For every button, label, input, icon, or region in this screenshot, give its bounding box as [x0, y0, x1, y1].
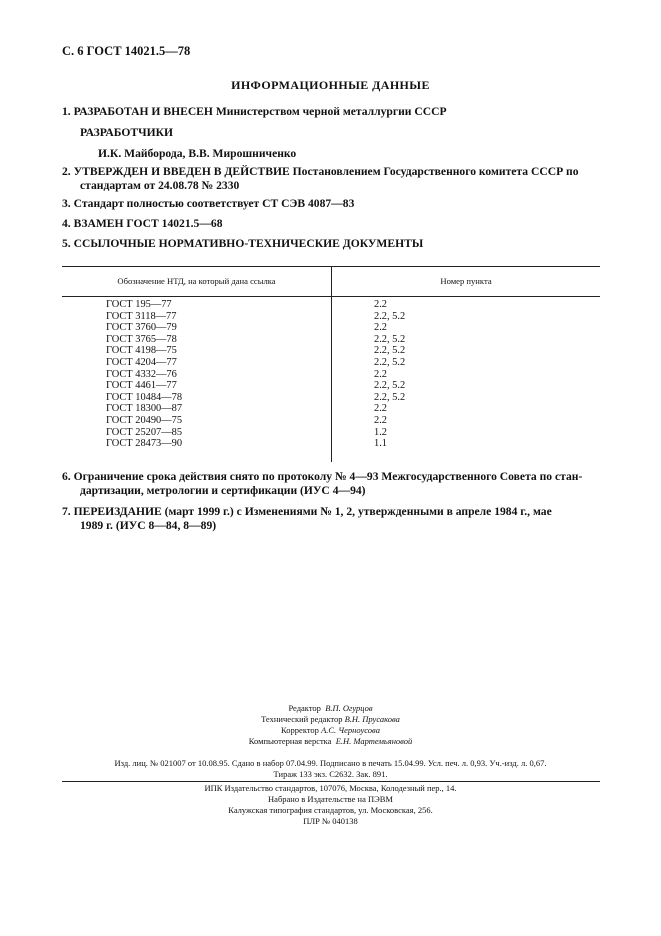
- table-cell-designation: ГОСТ 3118—77: [106, 310, 177, 322]
- item-7-line1: 7. ПЕРЕИЗДАНИЕ (март 1999 г.) с Изменениями № 1, 2, утвержденными в апреле 1984 г., мае: [62, 505, 552, 518]
- imprint-line-5: Калужская типография стандартов, ул. Московская, 256.: [228, 805, 433, 815]
- item-5: 5. ССЫЛОЧНЫЕ НОРМАТИВНО-ТЕХНИЧЕСКИЕ ДОКУМЕНТЫ: [62, 237, 424, 250]
- table-cell-clause: 2.2, 5.2: [374, 380, 406, 392]
- table-row: [62, 438, 600, 450]
- table-row: [62, 334, 600, 346]
- table-cell-clause: 2.2, 5.2: [374, 333, 406, 345]
- table-cell-designation: ГОСТ 195—77: [106, 299, 172, 310]
- credit-layout: Компьютерная верстка Е.Н. Мартемьяновой: [248, 736, 413, 746]
- imprint-line-2: Тираж 133 экз. С2632. Зак. 891.: [273, 769, 388, 779]
- item-6-line2: дартизации, метрологии и сертификации (ИУС 4—94): [80, 484, 366, 497]
- table-cell-designation: ГОСТ 4461—77: [106, 380, 177, 392]
- table-cell-designation: ГОСТ 4332—76: [106, 368, 177, 380]
- table-cell-clause: 2.2, 5.2: [374, 356, 406, 368]
- table-cell-designation: ГОСТ 18300—87: [106, 403, 183, 415]
- item-7-line2: 1989 г. (ИУС 8—84, 8—89): [80, 519, 217, 532]
- item-6-line1: 6. Ограничение срока действия снято по протоколу № 4—93 Межгосударственного Совета по стан-: [62, 470, 583, 483]
- table-cell-designation: ГОСТ 28473—90: [106, 438, 183, 450]
- imprint-line-6: ПЛР № 040138: [303, 816, 358, 826]
- table-cell-designation: ГОСТ 20490—75: [106, 414, 183, 426]
- table-cell-clause: 2.2, 5.2: [374, 345, 406, 357]
- table-row: [62, 380, 600, 392]
- item-2-line1: 2. УТВЕРЖДЕН И ВВЕДЕН В ДЕЙСТВИЕ Постановлением Государственного комитета СССР по: [62, 165, 579, 178]
- table-cell-clause: 2.2: [374, 299, 387, 310]
- imprint-rule: [62, 781, 600, 782]
- table-row: [62, 427, 600, 439]
- imprint-line-4: Набрано в Издательстве на ПЭВМ: [268, 794, 393, 804]
- developers-heading: РАЗРАБОТЧИКИ: [80, 126, 174, 139]
- credit-editor: Редактор В.П. Огурцов: [288, 703, 373, 713]
- table-cell-clause: 1.1: [374, 438, 387, 450]
- table-cell-clause: 2.2, 5.2: [374, 391, 406, 403]
- table-cell-designation: ГОСТ 25207—85: [106, 426, 183, 438]
- table-body: [62, 299, 600, 450]
- table-row: [62, 357, 600, 369]
- table-row: [62, 392, 600, 404]
- table-row: [62, 369, 600, 381]
- page-header: С. 6 ГОСТ 14021.5—78: [62, 44, 191, 58]
- reference-table: [62, 266, 600, 462]
- item-1: 1. РАЗРАБОТАН И ВНЕСЕН Министерством черной металлургии СССР: [62, 105, 447, 118]
- table-cell-clause: 2.2: [374, 403, 387, 415]
- table-cell-clause: 2.2, 5.2: [374, 310, 406, 322]
- credit-tech-editor: Технический редактор В.Н. Прусакова: [261, 714, 400, 724]
- table-cell-clause: 2.2: [374, 368, 387, 380]
- table-cell-clause: 2.2: [374, 414, 387, 426]
- credit-corrector: Корректор А.С. Черноусова: [281, 725, 380, 735]
- table-header-clause: Номер пункта: [440, 276, 492, 286]
- table-row: [62, 311, 600, 323]
- developers-names: И.К. Майборода, В.В. Мирошниченко: [98, 147, 297, 160]
- table-cell-clause: 2.2: [374, 322, 387, 334]
- table-cell-designation: ГОСТ 3760—79: [106, 322, 177, 334]
- table-row: [62, 322, 600, 334]
- table-cell-designation: ГОСТ 10484—78: [106, 391, 183, 403]
- item-3: 3. Стандарт полностью соответствует СТ СЭВ 4087—83: [62, 197, 355, 210]
- item-2-line2: стандартам от 24.08.78 № 2330: [80, 179, 240, 192]
- table-cell-designation: ГОСТ 3765—78: [106, 333, 177, 345]
- table-row: [62, 299, 600, 311]
- imprint-line-3: ИПК Издательство стандартов, 107076, Москва, Колодезный пер., 14.: [204, 783, 457, 793]
- table-cell-clause: 1.2: [374, 426, 387, 438]
- table-cell-designation: ГОСТ 4198—75: [106, 345, 177, 357]
- table-row: [62, 403, 600, 415]
- table-cell-designation: ГОСТ 4204—77: [106, 356, 177, 368]
- table-header-designation: Обозначение НТД, на который дана ссылка: [117, 276, 276, 286]
- item-4: 4. ВЗАМЕН ГОСТ 14021.5—68: [62, 217, 223, 230]
- imprint-line-1: Изд. лиц. № 021007 от 10.08.95. Сдано в набор 07.04.99. Подписано в печать 15.04.99. Усл. печ. л. 0,93. Уч.-изд. л. 0,67.: [114, 758, 547, 768]
- table-row: [62, 415, 600, 427]
- section-title: ИНФОРМАЦИОННЫЕ ДАННЫЕ: [231, 78, 430, 92]
- table-row: [62, 345, 600, 357]
